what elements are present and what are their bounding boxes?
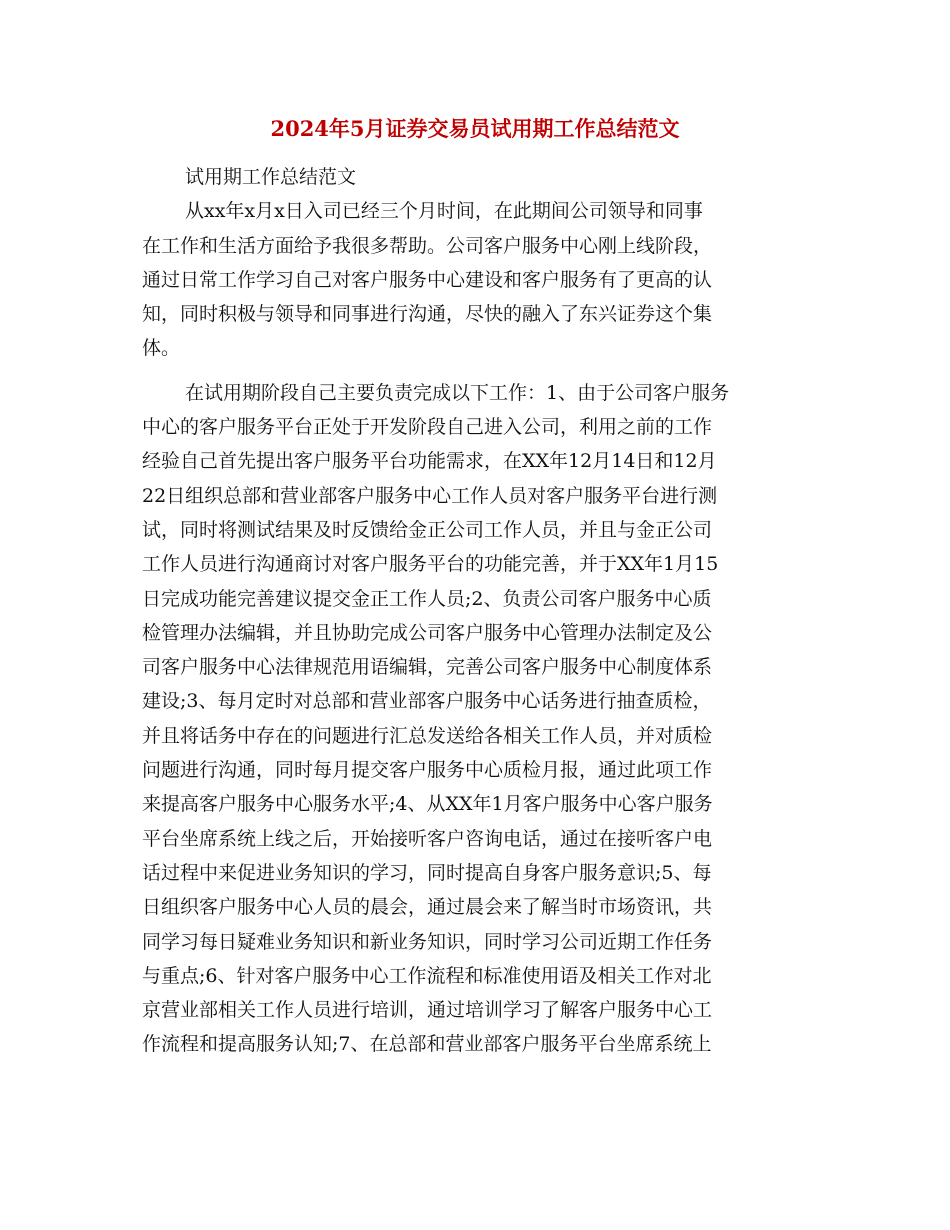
paragraph-line: 京营业部相关工作人员进行培训，通过培训学习了解客户服务中心工 bbox=[142, 999, 713, 1022]
paragraph-line: 同学习每日疑难业务知识和新业务知识，同时学习公司近期工作任务 bbox=[142, 930, 713, 953]
document-subtitle: 试用期工作总结范文 bbox=[185, 166, 357, 188]
paragraph-line: 知，同时积极与领导和同事进行沟通，尽快的融入了东兴证券这个集 bbox=[142, 303, 713, 326]
paragraph-line: 在工作和生活方面给予我很多帮助。公司客户服务中心刚上线阶段， bbox=[142, 234, 713, 257]
paragraph-line: 来提高客户服务中心服务水平;4、从XX年1月客户服务中心客户服务 bbox=[142, 793, 713, 816]
paragraph-line: 22日组织总部和营业部客户服务中心工作人员对客户服务平台进行测 bbox=[142, 484, 718, 507]
paragraph-line: 作流程和提高服务认知;7、在总部和营业部客户服务平台坐席系统上 bbox=[142, 1033, 712, 1056]
paragraph-line: 从xx年x月x日入司已经三个月时间，在此期间公司领导和同事 bbox=[185, 200, 703, 223]
paragraph-line: 通过日常工作学习自己对客户服务中心建设和客户服务有了更高的认 bbox=[142, 268, 713, 291]
paragraph-2 bbox=[142, 376, 810, 1062]
paragraph-line: 经验自己首先提出客户服务平台功能需求，在XX年12月14日和12月 bbox=[142, 450, 717, 473]
paragraph-line: 话过程中来促进业务知识的学习，同时提高自身客户服务意识;5、每 bbox=[142, 861, 712, 884]
paragraph-line: 工作人员进行沟通商讨对客户服务平台的功能完善，并于XX年1月15 bbox=[142, 553, 719, 576]
paragraph-line: 中心的客户服务平台正处于开发阶段自己进入公司，利用之前的工作 bbox=[142, 416, 713, 439]
document-body bbox=[142, 160, 810, 1062]
paragraph-line: 司客户服务中心法律规范用语编辑，完善公司客户服务中心制度体系 bbox=[142, 656, 713, 679]
document-title: 2024年5月证券交易员试用期工作总结范文 bbox=[270, 116, 680, 141]
paragraph-line: 问题进行沟通，同时每月提交客户服务中心质检月报，通过此项工作 bbox=[142, 759, 713, 782]
paragraph-gap bbox=[142, 366, 810, 376]
paragraph-1 bbox=[142, 194, 810, 365]
paragraph-line: 与重点;6、针对客户服务中心工作流程和标准使用语及相关工作对北 bbox=[142, 964, 712, 987]
paragraph-line: 试，同时将测试结果及时反馈给金正公司工作人员，并且与金正公司 bbox=[142, 518, 713, 541]
paragraph-line: 在试用期阶段自己主要负责完成以下工作：1、由于公司客户服务 bbox=[185, 381, 730, 404]
paragraph-line: 建设;3、每月定时对总部和营业部客户服务中心话务进行抽查质检， bbox=[142, 690, 712, 713]
paragraph-line: 日完成功能完善建议提交金正工作人员;2、负责公司客户服务中心质 bbox=[142, 587, 712, 610]
paragraph-line: 检管理办法编辑，并且协助完成公司客户服务中心管理办法制定及公 bbox=[142, 621, 713, 644]
paragraph-line: 并且将话务中存在的问题进行汇总发送给各相关工作人员，并对质检 bbox=[142, 724, 713, 747]
paragraph-line: 平台坐席系统上线之后，开始接听客户咨询电话，通过在接听客户电 bbox=[142, 827, 713, 850]
paragraph-line: 体。 bbox=[142, 337, 181, 360]
paragraph-line: 日组织客户服务中心人员的晨会，通过晨会来了解当时市场资讯，共 bbox=[142, 896, 713, 919]
